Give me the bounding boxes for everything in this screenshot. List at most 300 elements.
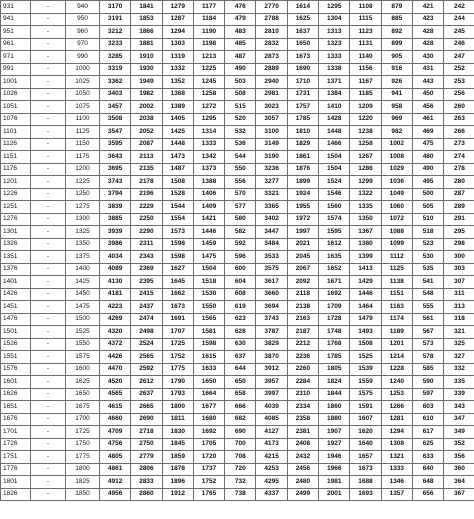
range-from-cell: 1601 — [1, 376, 31, 389]
range-to-cell: 990 — [66, 51, 100, 64]
value-cell: 3617 — [256, 276, 287, 289]
value-cell: 1198 — [193, 38, 224, 51]
table-row — [1, 76, 474, 89]
value-cell: 3212 — [100, 26, 131, 39]
value-cell: 1319 — [162, 51, 193, 64]
range-to-cell: 940 — [66, 1, 100, 14]
value-cell: 1333 — [381, 463, 412, 476]
range-from-cell: 1176 — [1, 163, 31, 176]
value-cell: 2592 — [131, 363, 162, 376]
value-cell: 421 — [412, 1, 443, 14]
value-cell: 2369 — [131, 263, 162, 276]
value-cell: 300 — [444, 251, 474, 264]
range-dash-cell: - — [31, 51, 66, 64]
range-from-cell: 1651 — [1, 401, 31, 414]
value-cell: 321 — [444, 326, 474, 339]
value-cell: 590 — [412, 376, 443, 389]
value-cell: 1662 — [162, 288, 193, 301]
range-dash-cell: - — [31, 13, 66, 26]
value-cell: 2788 — [256, 13, 287, 26]
value-cell: 335 — [444, 376, 474, 389]
value-cell: 1997 — [287, 226, 318, 239]
value-cell: 1645 — [162, 276, 193, 289]
table-row — [1, 438, 474, 451]
table-row — [1, 1, 474, 14]
value-cell: 1637 — [287, 26, 318, 39]
value-cell: 2052 — [131, 126, 162, 139]
range-dash-cell: - — [31, 101, 66, 114]
range-dash-cell: - — [31, 413, 66, 426]
range-dash-cell: - — [31, 313, 66, 326]
value-cell: 1156 — [350, 63, 381, 76]
value-cell: 4215 — [256, 451, 287, 464]
value-cell: 1448 — [162, 138, 193, 151]
value-cell: 278 — [444, 163, 474, 176]
value-cell: 1691 — [162, 313, 193, 326]
value-cell: 899 — [381, 38, 412, 51]
value-cell: 1595 — [319, 226, 350, 239]
value-cell: 1560 — [319, 201, 350, 214]
value-cell: 1029 — [381, 163, 412, 176]
table-row — [1, 26, 474, 39]
value-cell: 1036 — [381, 176, 412, 189]
value-cell: 1573 — [162, 226, 193, 239]
value-cell: 879 — [381, 1, 412, 14]
value-cell: 1728 — [319, 313, 350, 326]
range-to-cell: 1725 — [66, 426, 100, 439]
table-row — [1, 338, 474, 351]
value-cell: 1657 — [350, 451, 381, 464]
range-to-cell: 1325 — [66, 226, 100, 239]
value-cell: 544 — [225, 151, 256, 164]
value-cell: 2021 — [287, 238, 318, 251]
value-cell: 2038 — [131, 113, 162, 126]
value-cell: 485 — [225, 38, 256, 51]
value-cell: 307 — [444, 276, 474, 289]
value-cell: 1800 — [162, 401, 193, 414]
value-cell: 2940 — [256, 76, 287, 89]
value-cell: 1209 — [350, 101, 381, 114]
value-cell: 1225 — [193, 63, 224, 76]
value-cell: 4520 — [100, 376, 131, 389]
value-cell: 2981 — [256, 88, 287, 101]
value-cell: 617 — [412, 426, 443, 439]
value-cell: 4805 — [100, 451, 131, 464]
value-cell: 518 — [412, 226, 443, 239]
value-cell: 274 — [444, 151, 474, 164]
value-cell: 490 — [225, 63, 256, 76]
table-row — [1, 363, 474, 376]
value-cell: 1504 — [193, 263, 224, 276]
range-dash-cell: - — [31, 26, 66, 39]
value-cell: 1615 — [193, 351, 224, 364]
value-cell: 2163 — [287, 313, 318, 326]
value-cell: 1881 — [131, 38, 162, 51]
value-cell: 1466 — [319, 138, 350, 151]
value-cell: 1245 — [193, 76, 224, 89]
value-cell: 2810 — [256, 26, 287, 39]
value-cell: 1088 — [381, 226, 412, 239]
value-cell: 3997 — [256, 388, 287, 401]
value-cell: 487 — [225, 51, 256, 64]
value-cell: 4181 — [100, 288, 131, 301]
value-cell: 1279 — [162, 1, 193, 14]
value-cell: 2113 — [131, 151, 162, 164]
value-cell: 1421 — [193, 213, 224, 226]
value-cell: 3787 — [256, 326, 287, 339]
value-cell: 1614 — [287, 1, 318, 14]
range-from-cell: 1726 — [1, 438, 31, 451]
value-cell: 916 — [381, 63, 412, 76]
value-cell: 1524 — [319, 176, 350, 189]
range-to-cell: 1800 — [66, 463, 100, 476]
range-dash-cell: - — [31, 351, 66, 364]
value-cell: 2524 — [131, 338, 162, 351]
value-cell: 3236 — [256, 163, 287, 176]
value-cell: 1446 — [350, 288, 381, 301]
value-cell: 1844 — [319, 388, 350, 401]
value-cell: 3794 — [100, 188, 131, 201]
range-from-cell: 961 — [1, 38, 31, 51]
value-cell: 505 — [412, 201, 443, 214]
table-row — [1, 376, 474, 389]
value-cell: 500 — [412, 188, 443, 201]
value-cell: 2395 — [131, 276, 162, 289]
value-cell: 1912 — [162, 488, 193, 501]
value-cell: 469 — [412, 126, 443, 139]
range-to-cell: 1850 — [66, 488, 100, 501]
table-row — [1, 51, 474, 64]
value-cell: 1493 — [350, 326, 381, 339]
value-cell: 548 — [412, 288, 443, 301]
value-cell: 2437 — [131, 301, 162, 314]
range-to-cell: 1425 — [66, 276, 100, 289]
value-cell: 1428 — [319, 113, 350, 126]
value-cell: 3403 — [100, 88, 131, 101]
value-cell: 3100 — [256, 126, 287, 139]
value-cell: 1633 — [193, 363, 224, 376]
range-dash-cell: - — [31, 338, 66, 351]
table-row — [1, 201, 474, 214]
value-cell: 1304 — [319, 13, 350, 26]
value-cell: 4295 — [256, 476, 287, 489]
range-dash-cell: - — [31, 163, 66, 176]
range-from-cell: 1326 — [1, 238, 31, 251]
value-cell: 1314 — [193, 126, 224, 139]
table-row — [1, 276, 474, 289]
range-dash-cell: - — [31, 251, 66, 264]
value-cell: 318 — [444, 313, 474, 326]
value-cell: 1138 — [381, 276, 412, 289]
value-cell: 885 — [381, 13, 412, 26]
value-cell: 1190 — [193, 26, 224, 39]
value-cell: 2250 — [131, 213, 162, 226]
value-cell: 3839 — [100, 201, 131, 214]
value-cell: 1281 — [381, 413, 412, 426]
value-cell: 1860 — [319, 401, 350, 414]
range-dash-cell: - — [31, 213, 66, 226]
value-cell: 3870 — [256, 351, 287, 364]
value-cell: 1673 — [350, 463, 381, 476]
range-from-cell: 1001 — [1, 76, 31, 89]
value-cell: 604 — [225, 276, 256, 289]
value-cell: 1748 — [319, 326, 350, 339]
range-to-cell: 1575 — [66, 351, 100, 364]
value-cell: 2665 — [131, 401, 162, 414]
value-cell: 339 — [444, 388, 474, 401]
range-to-cell: 1100 — [66, 113, 100, 126]
value-cell: 630 — [225, 338, 256, 351]
value-cell: 508 — [225, 88, 256, 101]
value-cell: 3149 — [256, 138, 287, 151]
range-from-cell: 1476 — [1, 313, 31, 326]
range-from-cell: 941 — [1, 13, 31, 26]
range-to-cell: 1000 — [66, 63, 100, 76]
value-cell: 1410 — [319, 101, 350, 114]
table-row — [1, 226, 474, 239]
value-cell: 1688 — [350, 476, 381, 489]
value-cell: 1399 — [350, 251, 381, 264]
value-cell: 1853 — [131, 13, 162, 26]
value-cell: 325 — [444, 338, 474, 351]
range-from-cell: 1801 — [1, 476, 31, 489]
value-cell: 1830 — [162, 426, 193, 439]
value-cell: 597 — [412, 388, 443, 401]
value-cell: 352 — [444, 438, 474, 451]
value-cell: 2358 — [287, 413, 318, 426]
value-cell: 3023 — [256, 101, 287, 114]
value-cell: 1253 — [381, 388, 412, 401]
range-to-cell: 1700 — [66, 413, 100, 426]
value-cell: 1185 — [350, 88, 381, 101]
value-cell: 3829 — [256, 338, 287, 351]
value-cell: 244 — [444, 13, 474, 26]
value-cell: 3057 — [256, 113, 287, 126]
value-cell: 423 — [412, 13, 443, 26]
value-cell: 503 — [225, 76, 256, 89]
value-cell: 356 — [444, 451, 474, 464]
value-cell: 2067 — [287, 263, 318, 276]
value-cell: 3957 — [256, 376, 287, 389]
value-cell: 650 — [225, 376, 256, 389]
range-to-cell: 1050 — [66, 88, 100, 101]
value-cell: 1710 — [287, 76, 318, 89]
value-cell: 4956 — [100, 488, 131, 501]
range-from-cell: 1201 — [1, 176, 31, 189]
value-cell: 1664 — [193, 388, 224, 401]
value-cell: 3939 — [100, 226, 131, 239]
value-cell: 1473 — [162, 151, 193, 164]
value-cell: 1620 — [350, 426, 381, 439]
value-cell: 3595 — [100, 138, 131, 151]
value-cell: 1805 — [319, 363, 350, 376]
value-cell: 289 — [444, 201, 474, 214]
value-cell: 1598 — [193, 338, 224, 351]
value-cell: 1981 — [319, 476, 350, 489]
value-cell: 1705 — [193, 438, 224, 451]
value-cell: 1294 — [381, 426, 412, 439]
table-body — [1, 1, 474, 501]
value-cell: 3547 — [100, 126, 131, 139]
value-cell: 1072 — [381, 213, 412, 226]
value-cell: 926 — [381, 76, 412, 89]
range-to-cell: 960 — [66, 26, 100, 39]
range-dash-cell: - — [31, 176, 66, 189]
value-cell: 4565 — [100, 388, 131, 401]
range-from-cell: 1701 — [1, 426, 31, 439]
value-cell: 1140 — [350, 51, 381, 64]
range-dash-cell: - — [31, 326, 66, 339]
value-cell: 1413 — [350, 263, 381, 276]
value-cell: 1266 — [381, 401, 412, 414]
value-cell: 1554 — [162, 213, 193, 226]
value-cell: 3694 — [256, 301, 287, 314]
value-cell: 690 — [225, 426, 256, 439]
value-cell: 3986 — [100, 238, 131, 251]
value-cell: 4173 — [256, 438, 287, 451]
table-row — [1, 301, 474, 314]
value-cell: 479 — [225, 13, 256, 26]
range-dash-cell: - — [31, 401, 66, 414]
range-to-cell: 1250 — [66, 188, 100, 201]
value-cell: 573 — [412, 338, 443, 351]
range-dash-cell: - — [31, 288, 66, 301]
value-cell: 3233 — [100, 38, 131, 51]
value-cell: 303 — [444, 263, 474, 276]
table-row — [1, 38, 474, 51]
value-cell: 1346 — [381, 476, 412, 489]
value-cell: 2806 — [131, 463, 162, 476]
value-cell: 1286 — [350, 163, 381, 176]
value-cell: 1294 — [162, 26, 193, 39]
range-dash-cell: - — [31, 301, 66, 314]
range-from-cell: 1826 — [1, 488, 31, 501]
table-row — [1, 413, 474, 426]
value-cell: 2310 — [287, 388, 318, 401]
value-cell: 461 — [412, 113, 443, 126]
value-cell: 263 — [444, 113, 474, 126]
value-cell: 295 — [444, 226, 474, 239]
value-cell: 1228 — [381, 363, 412, 376]
value-cell: 1785 — [287, 113, 318, 126]
range-to-cell: 1025 — [66, 76, 100, 89]
value-cell: 1811 — [162, 413, 193, 426]
value-cell: 582 — [225, 226, 256, 239]
value-cell: 1824 — [319, 376, 350, 389]
value-cell: 708 — [225, 451, 256, 464]
range-to-cell: 1675 — [66, 401, 100, 414]
value-cell: 4039 — [256, 401, 287, 414]
value-cell: 2456 — [287, 463, 318, 476]
value-cell: 1612 — [319, 238, 350, 251]
range-from-cell: 1076 — [1, 113, 31, 126]
value-cell: 1673 — [162, 301, 193, 314]
value-cell: 510 — [412, 213, 443, 226]
value-cell: 4320 — [100, 326, 131, 339]
value-cell: 2138 — [287, 301, 318, 314]
table-row — [1, 138, 474, 151]
value-cell: 2690 — [131, 413, 162, 426]
value-cell: 656 — [412, 488, 443, 501]
value-cell: 1757 — [287, 101, 318, 114]
value-cell: 252 — [444, 63, 474, 76]
value-cell: 1692 — [193, 426, 224, 439]
value-cell: 1768 — [319, 338, 350, 351]
value-cell: 2002 — [131, 101, 162, 114]
range-from-cell: 1576 — [1, 363, 31, 376]
value-cell: 585 — [412, 363, 443, 376]
value-cell: 1859 — [162, 451, 193, 464]
table-row — [1, 188, 474, 201]
value-cell: 450 — [412, 88, 443, 101]
value-cell: 1559 — [350, 376, 381, 389]
value-cell: 3575 — [256, 263, 287, 276]
value-cell: 2187 — [287, 326, 318, 339]
value-cell: 958 — [381, 101, 412, 114]
value-cell: 428 — [412, 26, 443, 39]
value-cell: 1008 — [381, 151, 412, 164]
value-cell: 2229 — [131, 201, 162, 214]
value-cell: 1214 — [381, 351, 412, 364]
value-cell: 2196 — [131, 188, 162, 201]
value-cell: 3447 — [256, 226, 287, 239]
value-cell: 623 — [225, 313, 256, 326]
value-cell: 1709 — [319, 301, 350, 314]
range-from-cell: 1276 — [1, 213, 31, 226]
value-cell: 327 — [444, 351, 474, 364]
value-cell: 1910 — [131, 51, 162, 64]
value-cell: 1880 — [319, 413, 350, 426]
value-cell: 1201 — [381, 338, 412, 351]
value-cell: 3457 — [100, 101, 131, 114]
value-cell: 1367 — [350, 226, 381, 239]
range-dash-cell: - — [31, 238, 66, 251]
table-row — [1, 426, 474, 439]
range-from-cell: 1451 — [1, 301, 31, 314]
value-cell: 4861 — [100, 463, 131, 476]
value-cell: 3660 — [256, 288, 287, 301]
value-cell: 3362 — [100, 76, 131, 89]
value-cell: 2498 — [131, 326, 162, 339]
value-cell: 658 — [225, 388, 256, 401]
value-cell: 1368 — [162, 88, 193, 101]
value-cell: 1504 — [319, 151, 350, 164]
value-cell: 1299 — [350, 176, 381, 189]
value-cell: 2750 — [131, 438, 162, 451]
range-from-cell: 971 — [1, 51, 31, 64]
value-cell: 550 — [225, 163, 256, 176]
value-cell: 2092 — [287, 276, 318, 289]
value-cell: 2311 — [131, 238, 162, 251]
table-row — [1, 263, 474, 276]
value-cell: 1342 — [193, 151, 224, 164]
value-cell: 1810 — [287, 126, 318, 139]
value-cell: 1671 — [319, 276, 350, 289]
range-from-cell: 1026 — [1, 88, 31, 101]
value-cell: 298 — [444, 238, 474, 251]
value-cell: 2499 — [287, 488, 318, 501]
range-from-cell: 1526 — [1, 338, 31, 351]
table-row — [1, 238, 474, 251]
value-cell: 4912 — [100, 476, 131, 489]
value-cell: 892 — [381, 26, 412, 39]
value-cell: 1725 — [162, 338, 193, 351]
table-row — [1, 326, 474, 339]
value-cell: 1115 — [350, 13, 381, 26]
value-cell: 3365 — [256, 201, 287, 214]
range-to-cell: 1750 — [66, 438, 100, 451]
value-cell: 2212 — [287, 338, 318, 351]
